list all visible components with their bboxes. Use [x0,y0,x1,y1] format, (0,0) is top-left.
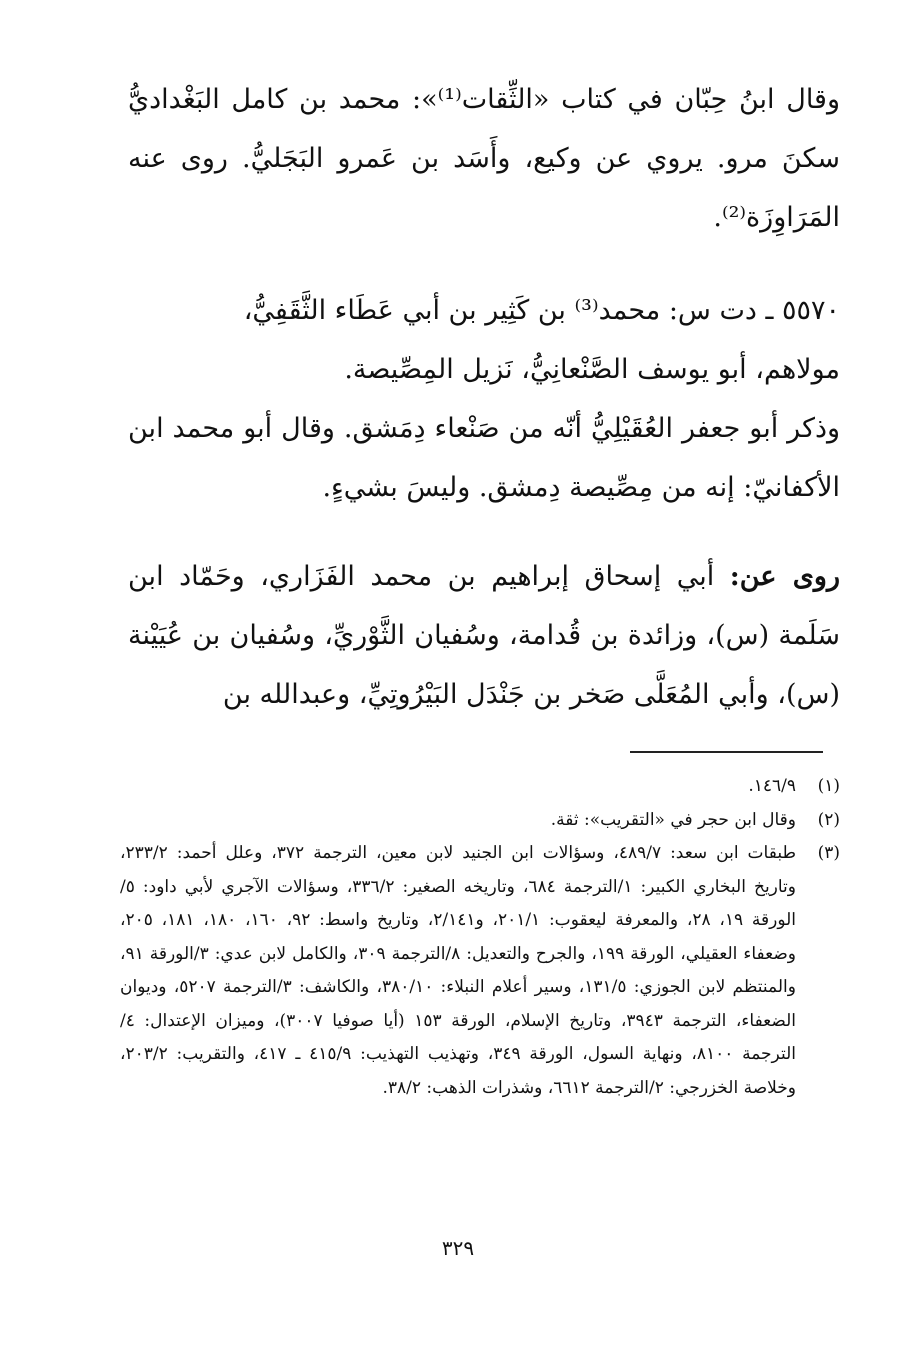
footnote-text: طبقات ابن سعد: ٤٨٩/٧، وسؤالات ابن الجنيد لابن معين، الترجمة ٣٧٢، وعلل أحمد: ٢٣٣/٢، وتاريخ البخاري الكبير: ١/الترجمة ٦٨٤، وتاريخه الصغير: ٣٣٦/٢، وسؤالات الآجري لأبي داود: ٥/الورقة ١٩، ٢٨، والمعرفة ليعقوب: ٢٠١/١، و٢/١٤١، وتاريخ واسط: ٩٢، ١٦٠، ١٨٠، ١٨١، ٢٠٥، وضعفاء العقيلي، الورقة ١٩٩، والجرح والتعديل: ٨/الترجمة ٣٠٩، والكامل لابن عدي: ٣/الورقة ٩١، والمنتظم لابن الجوزي: ١٣١/٥، وسير أعلام النبلاء: ٣٨٠/١٠، والكاشف: ٣/الترجمة ٥٢٠٧، وديوان الضعفاء، الترجمة ٣٩٤٣، وتاريخ الإسلام، الورقة ١٥٣ (أيا صوفيا ٣٠٠٧)، وميزان الإعتدال: ٤/الترجمة ٨١٠٠، ونهاية السول، الورقة ٣٤٩، وتهذيب التهذيب: ٤١٥/٩ ـ ٤١٧، والتقريب: ٢٠٣/٢، وخلاصة الخزرجي: ٢/الترجمة ٦٦١٢، وشذرات الذهب: ٣٨/٢. [120,843,797,1098]
footnote-2 [120,804,840,838]
narrated-from-label: روى عن: [729,561,840,592]
footnote-number: (٣) [817,843,840,863]
footnote-number: (٢) [817,809,840,830]
paragraph-narrated-from [128,547,840,724]
footnote-number: (١) [817,776,840,796]
paragraph-ibn-hibban: وقال ابنُ حِبّان في كتاب «الثِّقات⁽¹⁾»: محمد بن كامل البَغْداديُّ سكنَ مرو. يروي عن وكيع، وأَسَد بن عَمرو البَجَليُّ. روى عنه المَرَاوِزَة⁽²⁾. [128,84,840,233]
footnote-divider [630,751,823,753]
footnotes [120,770,840,1105]
main-text [128,70,840,724]
narrated-from-text: أبي إسحاق إبراهيم بن محمد الفَزَاري، وحَمّاد ابن سَلَمة (س)، وزائدة بن قُدامة، وسُفيان الثَّوْريِّ، وسُفيان بن عُيَيْنة (س)، وأبي المُعَلَّى صَخر بن جَنْدَل البَيْرُوتِيِّ، وعبدالله بن [128,561,840,710]
footnote-1 [120,770,840,804]
footnote-3 [120,837,840,1105]
paragraph-uqayli: وذكر أبو جعفر العُقَيْلِيُّ أنّه من صَنْعاء دِمَشق. وقال أبو محمد ابن الأكفانيّ: إنه من مِصِّيصة دِمشق. وليسَ بشيءٍ. [128,413,840,503]
page-number: ٣٢٩ [441,1236,475,1260]
entry-heading: ٥٥٧٠ ـ دت س: محمد⁽³⁾ بن كَثِير بن أبي عَطَاء الثَّقَفِيُّ، [243,295,840,326]
entry-continuation: مولاهم، أبو يوسف الصَّنْعانِيُّ، نَزيل المِصِّيصة. [344,354,840,385]
footnote-text: وقال ابن حجر في «التقريب»: ثقة. [550,809,796,830]
entry-5570 [128,281,840,399]
footnote-text: ١٤٦/٩. [748,776,796,796]
